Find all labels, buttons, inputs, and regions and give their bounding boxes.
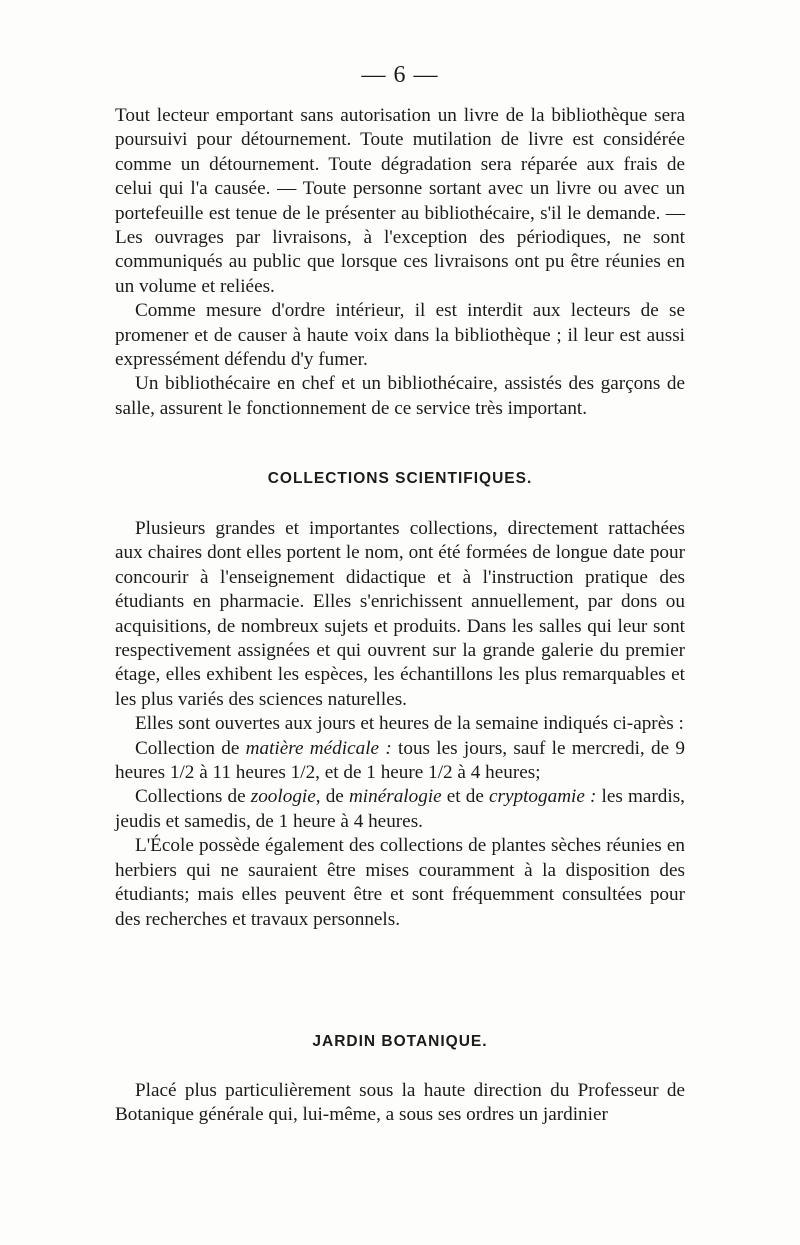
page-number: — 6 — — [361, 62, 439, 88]
schedule-subject-mineralogie: minéralogie — [348, 786, 442, 808]
paragraph-jardin-intro: Placé plus particulièrement sous la haute direction du Professeur de Botanique générale qui, lui-même, a sous ses ordres un jardinier — [115, 1080, 685, 1126]
library-rules-section — [115, 104, 685, 421]
schedule-suffix: tous les jours, sauf le mercredi, de 9 heures 1/2 à 11 heures 1/2, et de 1 heure 1/2 à 4 heures; — [115, 737, 686, 784]
paragraph-schedule-matiere-medicale — [115, 737, 685, 786]
section-title-jardin: JARDIN BOTANIQUE. — [312, 1033, 488, 1050]
schedule-subject-zoologie: zoologie — [250, 786, 316, 808]
schedule-separator: et de — [441, 786, 489, 808]
schedule-prefix: Collections de — [135, 786, 251, 808]
paragraph-library-theft: Tout lecteur emportant sans autorisation un livre de la bibliothèque sera poursuivi pour détournement. Toute mutilation de livre est considérée comme un détournement. Toute dégradation sera réparée aux frais de celui qui l'a causée. — Toute personne sortant avec un livre ou avec un portefeuille est tenue de le présenter au bibliothécaire, s'il le demande. — Les ouvrages par livraisons, à l'exception des périodiques, ne sont communiqués au public que lorsque ces livraisons ont pu être réunies en un volume et reliées. — [115, 105, 685, 297]
paragraph-schedule-natural-sciences — [115, 785, 685, 834]
paragraph-collections-hours: Elles sont ouvertes aux jours et heures de la semaine indiqués ci-après : — [135, 713, 684, 735]
schedule-subject-cryptogamie: cryptogamie : — [488, 786, 597, 808]
paragraph-collections-intro: Plusieurs grandes et importantes collections, directement rattachées aux chaires dont elles portent le nom, ont été formées de longue date pour concourir à l'enseignement didactique et à l'instruction pratique des étudiants en pharmacie. Elles s'enrichissent annuellement, par dons ou acquisitions, de nombreux sujets et produits. Dans les salles qui leur sont respectivement assignées et qui ouvrent sur la grande galerie du premier étage, elles exhibent les espèces, les échantillons les plus remarquables et les plus variés des sciences naturelles. — [115, 518, 685, 710]
collections-section — [115, 517, 685, 932]
schedule-subject-matiere-medicale: matière médicale : — [245, 737, 392, 759]
schedule-separator: , de — [315, 786, 349, 808]
section-title-collections: COLLECTIONS SCIENTIFIQUES. — [267, 470, 533, 487]
paragraph-herbiers: L'École possède également des collections de plantes sèches réunies en herbiers qui ne sauraient être mises couramment à la disposition des étudiants; mais elles peuvent être et sont fréquemment consultées pour des recherches et travaux personnels. — [115, 835, 685, 930]
schedule-suffix: les mardis, jeudis et samedis, de 1 heure à 4 heures. — [115, 786, 685, 832]
jardin-section — [115, 1079, 685, 1128]
schedule-prefix: Collection de — [135, 737, 246, 759]
paragraph-library-conduct: Comme mesure d'ordre intérieur, il est interdit aux lecteurs de se promener et de causer à haute voix dans la bibliothèque ; il leur est aussi expressément défendu d'y fumer. — [115, 300, 685, 371]
paragraph-library-staff: Un bibliothécaire en chef et un bibliothécaire, assistés des garçons de salle, assurent le fonctionnement de ce service très important. — [115, 373, 685, 419]
